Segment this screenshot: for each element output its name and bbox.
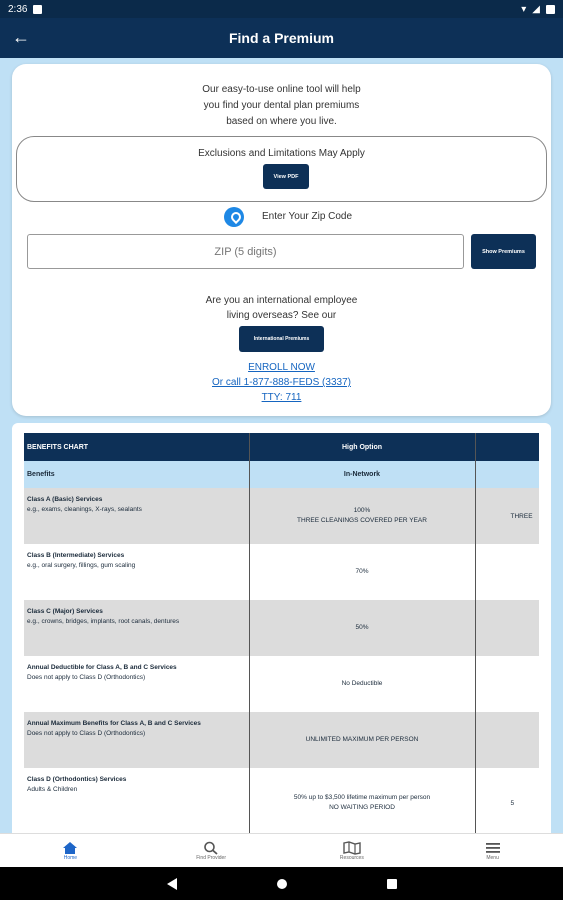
benefits-chart-header: BENEFITS CHART	[24, 433, 249, 461]
benefits-table	[24, 433, 539, 833]
menu-icon	[484, 840, 502, 855]
row-clipped-value	[475, 544, 539, 600]
benefits-label: Benefits	[24, 461, 249, 488]
international-text	[12, 293, 551, 323]
intro-line-2: you find your dental plan premiums	[203, 100, 360, 111]
nav-resources-label: Resources	[339, 855, 364, 861]
international-premiums-button[interactable]: International Premiums	[239, 326, 324, 352]
row-clipped-value	[475, 600, 539, 656]
table-row	[24, 544, 539, 600]
zip-input[interactable]	[27, 234, 464, 269]
zip-label-row	[12, 207, 551, 227]
map-icon	[343, 840, 361, 855]
row-value: UNLIMITED MAXIMUM PER PERSON	[305, 736, 419, 743]
row-title: Class D (Orthodontics) Services	[27, 776, 127, 783]
wifi-icon: ▾	[521, 3, 527, 15]
page-title: Find a Premium	[228, 30, 335, 46]
row-clipped-value: THREE	[475, 488, 539, 544]
nav-home[interactable]	[0, 834, 141, 867]
battery-icon	[546, 5, 555, 14]
row-clipped-value	[475, 712, 539, 768]
system-recents-icon[interactable]	[387, 879, 397, 889]
next-option-header	[475, 433, 539, 461]
benefits-subheader	[24, 461, 539, 488]
table-row	[24, 656, 539, 712]
system-home-icon[interactable]	[277, 879, 287, 889]
bottom-nav	[0, 833, 563, 867]
search-icon	[202, 840, 220, 855]
table-row	[24, 768, 539, 833]
view-pdf-button[interactable]: View PDF	[263, 164, 309, 189]
location-pin-icon	[224, 207, 244, 227]
row-desc: e.g., crowns, bridges, implants, root canals, dentures	[27, 618, 180, 625]
row-value: No Deductible	[341, 680, 383, 687]
row-value-note: NO WAITING PERIOD	[329, 804, 395, 811]
row-title: Annual Deductible for Class A, B and C Services	[27, 664, 177, 671]
app-bar	[0, 18, 563, 58]
row-title: Annual Maximum Benefits for Class A, B and C Services	[27, 720, 201, 727]
international-line-2: living overseas? See our	[226, 310, 337, 321]
show-premiums-button[interactable]: Show Premiums	[471, 234, 536, 269]
notification-icon	[33, 5, 42, 14]
in-network-label: In-Network	[249, 461, 475, 488]
nav-find-provider[interactable]	[141, 834, 282, 867]
exclusions-box	[16, 136, 547, 202]
row-desc: e.g., exams, cleanings, X-rays, sealants	[27, 506, 142, 513]
intro-line-3: based on where you live.	[226, 116, 337, 127]
table-row	[24, 712, 539, 768]
tty-link[interactable]: TTY: 711	[261, 392, 302, 403]
status-time: 2:36	[8, 3, 28, 15]
row-clipped-value	[475, 656, 539, 712]
benefits-chart-card[interactable]	[12, 423, 551, 833]
international-line-1: Are you an international employee	[205, 295, 358, 306]
exclusions-text: Exclusions and Limitations May Apply	[198, 148, 365, 159]
intro-text	[12, 82, 551, 130]
table-row	[24, 488, 539, 544]
row-desc: Does not apply to Class D (Orthodontics)	[27, 674, 146, 681]
status-bar	[0, 0, 563, 18]
row-desc: Does not apply to Class D (Orthodontics)	[27, 730, 146, 737]
row-desc: Adults & Children	[27, 786, 78, 793]
nav-menu[interactable]	[422, 834, 563, 867]
subheader-cell	[475, 461, 539, 488]
back-arrow-icon[interactable]: ←	[12, 27, 30, 47]
signal-icon: ◢	[532, 3, 540, 15]
enroll-now-link[interactable]: ENROLL NOW	[248, 362, 315, 373]
row-clipped-value: 5	[475, 768, 539, 833]
call-link[interactable]: Or call 1-877-888-FEDS (3337)	[212, 377, 351, 388]
row-title: Class C (Major) Services	[27, 608, 103, 615]
nav-home-label: Home	[63, 855, 78, 861]
home-icon	[61, 840, 79, 855]
system-back-icon[interactable]	[167, 878, 177, 890]
row-value: 50% up to $3,500 lifetime maximum per person	[293, 794, 431, 801]
system-nav-bar	[0, 867, 563, 900]
premium-finder-card	[12, 64, 551, 416]
nav-resources[interactable]	[282, 834, 423, 867]
row-desc: e.g., oral surgery, fillings, gum scaling	[27, 562, 136, 569]
row-title: Class A (Basic) Services	[27, 496, 103, 503]
row-value: 70%	[355, 568, 369, 575]
intro-line-1: Our easy-to-use online tool will help	[202, 84, 361, 95]
nav-menu-label: Menu	[486, 855, 499, 861]
table-row	[24, 600, 539, 656]
benefits-table-header	[24, 433, 539, 461]
nav-find-provider-label: Find Provider	[196, 855, 226, 861]
high-option-header: High Option	[249, 433, 475, 461]
zip-label: Enter Your Zip Code	[262, 211, 353, 222]
row-title: Class B (Intermediate) Services	[27, 552, 125, 559]
contact-links	[12, 360, 551, 405]
row-value: 100%	[353, 507, 371, 514]
row-value-note: THREE CLEANINGS COVERED PER YEAR	[297, 517, 427, 524]
row-value: 50%	[355, 624, 369, 631]
